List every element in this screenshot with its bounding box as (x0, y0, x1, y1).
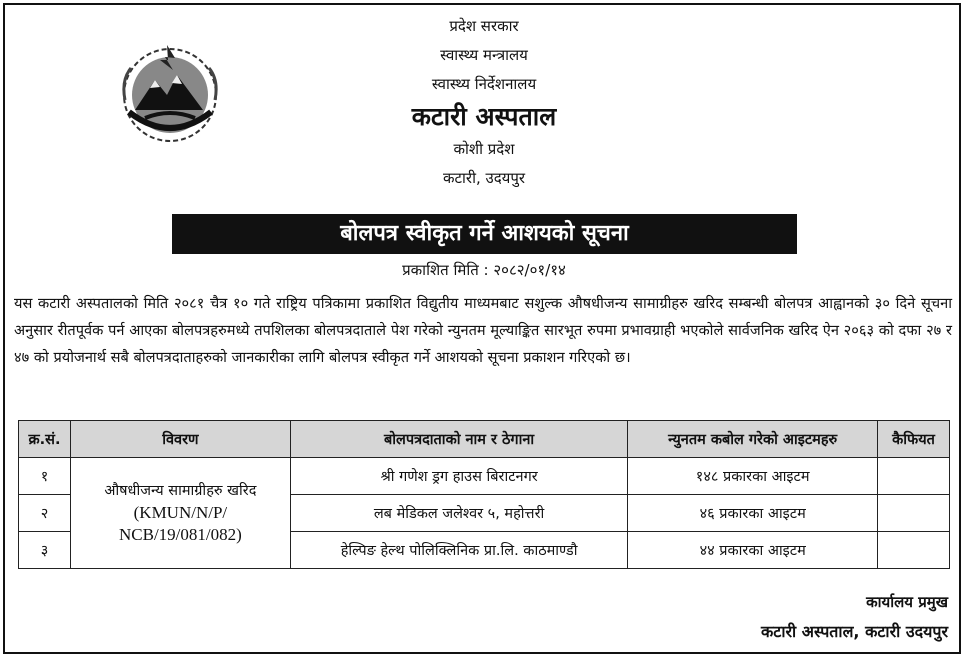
row-bidder: हेल्पिङ हेल्थ पोलिक्लिनिक प्रा.लि. काठमाण्डौ (290, 532, 628, 569)
row-bidder: श्री गणेश ड्रग हाउस बिराटनगर (290, 458, 628, 495)
row-remarks (878, 458, 950, 495)
row-sn: २ (19, 495, 71, 532)
letterhead (0, 12, 968, 193)
header-remarks: कैफियत (878, 421, 950, 458)
notice-body: यस कटारी अस्पतालको मिति २०८१ चैत्र १० गते राष्ट्रिय पत्रिकामा प्रकाशित विद्युतीय माध्यमबाट सशुल्क औषधीजन्य सामाग्रीहरु खरिद सम्बन्धी बोलपत्र आह्वानको ३० दिने सूचना अनुसार रीतपूर्वक पर्न आएका बोलपत्रहरुमध्ये तपशिलका बोलपत्रदाताले पेश गरेको न्युनतम मूल्याङ्कित सारभूत रुपमा प्रभावग्राही भएकोले सार्वजनिक खरिद ऐन २०६३ को दफा २७ र ४७ को प्रयोजनार्थ सबै बोलपत्रदाताहरुको जानकारीका लागि बोलपत्र स्वीकृत गर्ने आशयको सूचना प्रकाशन गरिएको छ। (14, 295, 952, 366)
bid-table (18, 420, 950, 569)
location-label: कटारी, उदयपुर (442, 169, 526, 187)
procurement-title: औषधीजन्य सामाग्रीहरु खरिद (104, 483, 257, 499)
procurement-code: (KMUN/N/P/ NCB/19/081/082) (118, 503, 242, 544)
row-sn: १ (19, 458, 71, 495)
row-items: ४६ प्रकारका आइटम (628, 495, 878, 532)
row-remarks (878, 495, 950, 532)
ministry-label: स्वास्थ्य मन्त्रालय (440, 46, 528, 64)
signatory-org: कटारी अस्पताल, कटारी उदयपुर (761, 622, 948, 641)
header-items: न्युनतम कबोल गरेको आइटमहरु (628, 421, 878, 458)
row-sn: ३ (19, 532, 71, 569)
directorate-label: स्वास्थ्य निर्देशनालय (431, 75, 537, 93)
government-label: प्रदेश सरकार (449, 17, 519, 35)
table-header-row (19, 421, 950, 458)
row-remarks (878, 532, 950, 569)
signatory-role: कार्यालय प्रमुख (866, 593, 948, 611)
published-date: प्रकाशित मिति : २०८२/०१/१४ (402, 261, 566, 279)
hospital-name: कटारी अस्पताल (411, 102, 557, 131)
header-description: विवरण (70, 421, 290, 458)
header-sn: क्र.सं. (19, 421, 71, 458)
province-label: कोशी प्रदेश (453, 140, 515, 158)
table-row (19, 458, 950, 495)
notice-title: बोलपत्र स्वीकृत गर्ने आशयको सूचना (172, 214, 797, 254)
header-bidder: बोलपत्रदाताको नाम र ठेगाना (290, 421, 628, 458)
row-items: १४८ प्रकारका आइटम (628, 458, 878, 495)
row-items: ४४ प्रकारका आइटम (628, 532, 878, 569)
row-bidder: लब मेडिकल जलेश्वर ५, महोत्तरी (290, 495, 628, 532)
procurement-description (70, 458, 290, 569)
